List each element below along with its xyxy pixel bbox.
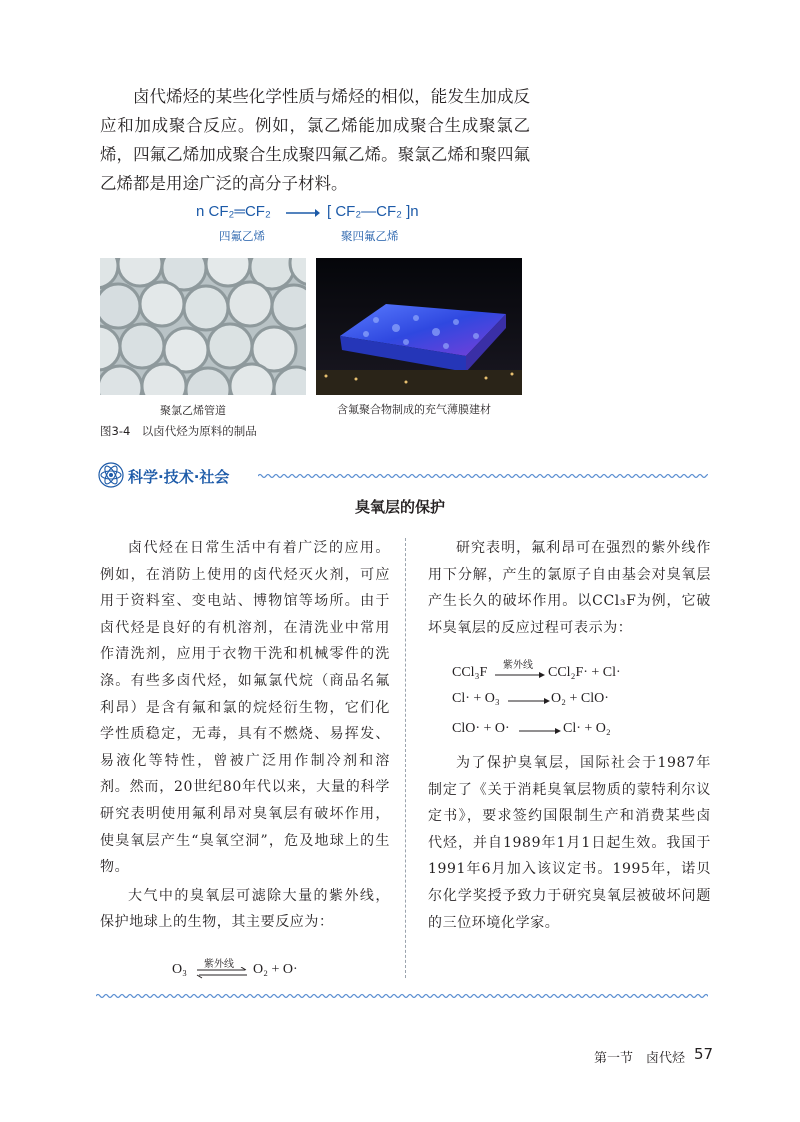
- section-footer-wave: [96, 992, 708, 1000]
- water-cube-caption: 含氟聚合物制成的充气薄膜建材: [337, 403, 491, 416]
- reaction-lhs: n CF₂═CF₂: [196, 203, 271, 220]
- left-column: [100, 535, 390, 936]
- pvc-pipes-photo: [100, 258, 306, 395]
- eq3-lhs: ClO· + O·: [452, 721, 510, 736]
- right-column-top: [428, 535, 711, 641]
- right-paragraph-1: 研究表明，氟利昂可在强烈的紫外线作用下分解，产生的氯原子自由基会对臭氧层产生长久的破坏作用。以CCl₃F为例，它破坏臭氧层的反应过程可表示为：: [428, 540, 711, 636]
- eq2-lhs: Cl· + O₃: [452, 691, 500, 706]
- footer-section: 第一节 卤代烃: [594, 1051, 686, 1066]
- ozone-eq-condition: 紫外线: [204, 959, 234, 970]
- left-paragraph-1: 卤代烃在日常生活中有着广泛的应用。例如，在消防上使用的卤代烃灭火剂，可应用于资料室、变电站、博物馆等场所。由于卤代烃是良好的有机溶剂，在清洗业中常用作清洗剂，应用于衣物干洗和机械零件的洗涤。有些多卤代烃，如氟氯代烷（商品名氟利昂）是含有氟和氯的烷烃衍生物，它们化学性质稳定，无毒，具有不燃烧、易挥发、易液化等特性，曾被广泛用作制冷剂和溶剂。然而，20世纪80年代以来，大量的科学研究表明使用氟利昂对臭氧层有破坏作用，使臭氧层产生“臭氧空洞”，危及地球上的生物。: [100, 540, 390, 876]
- pvc-caption: 聚氯乙烯管道: [160, 404, 226, 417]
- eq1-lhs: CCl₃F: [452, 665, 488, 680]
- reaction-rhs-caption: 聚四氟乙烯: [341, 229, 399, 243]
- eq1-arrow-icon: [494, 670, 546, 680]
- ozone-eq-lhs: O₃: [172, 962, 187, 977]
- eq2-rhs: O₂ + ClO·: [551, 691, 609, 706]
- section-header-wave: [258, 472, 708, 480]
- ozone-eq-rhs: O₂ + O·: [253, 962, 298, 977]
- reaction-lhs-caption: 四氟乙烯: [219, 229, 265, 243]
- figure-number-caption: 图3-4 以卤代烃为原料的制品: [100, 424, 257, 438]
- right-paragraph-2: 为了保护臭氧层，国际社会于1987年制定了《关于消耗臭氧层物质的蒙特利尔议定书》，要求签约国限制生产和消费某些卤代烃，并自1989年1月1日起生效。我国于1991年6月加入该议定书。1995年，诺贝尔化学奖授予致力于研究臭氧层被破坏问题的三位环境化学家。: [428, 755, 711, 931]
- atom-icon: [97, 462, 125, 488]
- eq2-arrow-icon: [507, 696, 551, 706]
- left-paragraph-2: 大气中的臭氧层可滤除大量的紫外线，保护地球上的生物，其主要反应为：: [100, 887, 390, 931]
- intro-paragraph: 卤代烯烃的某些化学性质与烯烃的相似，能发生加成反应和加成聚合反应。例如，氯乙烯能加成聚合生成聚氯乙烯，四氟乙烯加成聚合生成聚四氟乙烯。聚氯乙烯和聚四氟乙烯都是用途广泛的高分子材料。: [100, 87, 530, 193]
- intro-text: [100, 82, 530, 198]
- reaction-rhs: [ CF₂—CF₂ ]n: [327, 203, 419, 220]
- reaction-arrow-icon: [285, 206, 321, 220]
- eq1-condition: 紫外线: [503, 660, 533, 671]
- eq3-rhs: Cl· + O₂: [563, 721, 611, 736]
- section-label: 科学·技术·社会: [128, 468, 230, 486]
- page-number: 57: [694, 1045, 714, 1063]
- column-divider: [405, 538, 406, 978]
- eq1-rhs: CCl₂F· + Cl·: [548, 665, 621, 680]
- article-title: 臭氧层的保护: [355, 498, 446, 516]
- equilibrium-arrow-icon: [195, 967, 251, 979]
- right-column-bottom: [428, 750, 711, 936]
- water-cube-photo: [316, 258, 522, 395]
- eq3-arrow-icon: [518, 726, 562, 736]
